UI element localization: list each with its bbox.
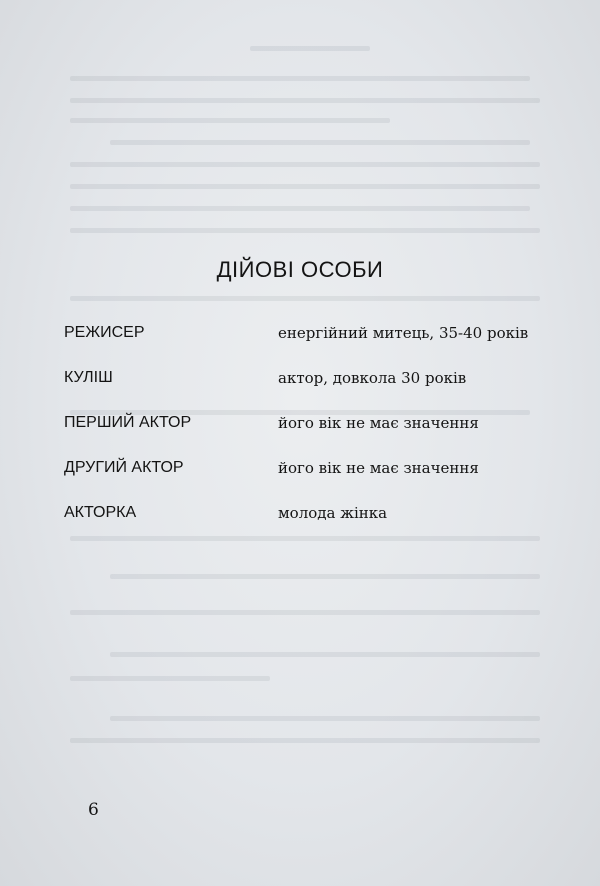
bleed-through-line bbox=[70, 98, 540, 103]
cast-row bbox=[64, 367, 564, 412]
bleed-through-line bbox=[250, 46, 370, 51]
bleed-through-line bbox=[110, 574, 540, 579]
bleed-through-line bbox=[70, 118, 390, 123]
bleed-through-line bbox=[110, 140, 530, 145]
cast-description: актор, довкола 30 років bbox=[278, 369, 467, 387]
page-number: 6 bbox=[88, 800, 99, 820]
bleed-through-line bbox=[70, 676, 270, 681]
cast-description: його вік не має значення bbox=[278, 459, 479, 477]
bleed-through-line bbox=[70, 296, 540, 301]
cast-role: ДРУГИЙ АКТОР bbox=[64, 459, 184, 476]
cast-role: АКТОРКА bbox=[64, 504, 137, 521]
cast-description: його вік не має значення bbox=[278, 414, 479, 432]
bleed-through-line bbox=[70, 228, 540, 233]
cast-role: РЕЖИСЕР bbox=[64, 324, 145, 341]
bleed-through-line bbox=[70, 76, 530, 81]
bleed-through-line bbox=[110, 716, 540, 721]
bleed-through-line bbox=[70, 610, 540, 615]
bleed-through-line bbox=[70, 184, 540, 189]
cast-role: КУЛІШ bbox=[64, 369, 113, 386]
cast-row bbox=[64, 502, 564, 547]
page-title: ДІЙОВІ ОСОБИ bbox=[216, 257, 384, 282]
cast-role: ПЕРШИЙ АКТОР bbox=[64, 414, 192, 431]
cast-description: молода жінка bbox=[278, 504, 388, 522]
cast-list bbox=[64, 322, 564, 547]
bleed-through-line bbox=[70, 162, 540, 167]
bleed-through-line bbox=[70, 206, 530, 211]
bleed-through-line bbox=[110, 652, 540, 657]
cast-row bbox=[64, 322, 564, 367]
cast-row bbox=[64, 457, 564, 502]
cast-row bbox=[64, 412, 564, 457]
bleed-through-line bbox=[70, 738, 540, 743]
cast-description: енергійний митець, 35-40 років bbox=[278, 324, 529, 342]
